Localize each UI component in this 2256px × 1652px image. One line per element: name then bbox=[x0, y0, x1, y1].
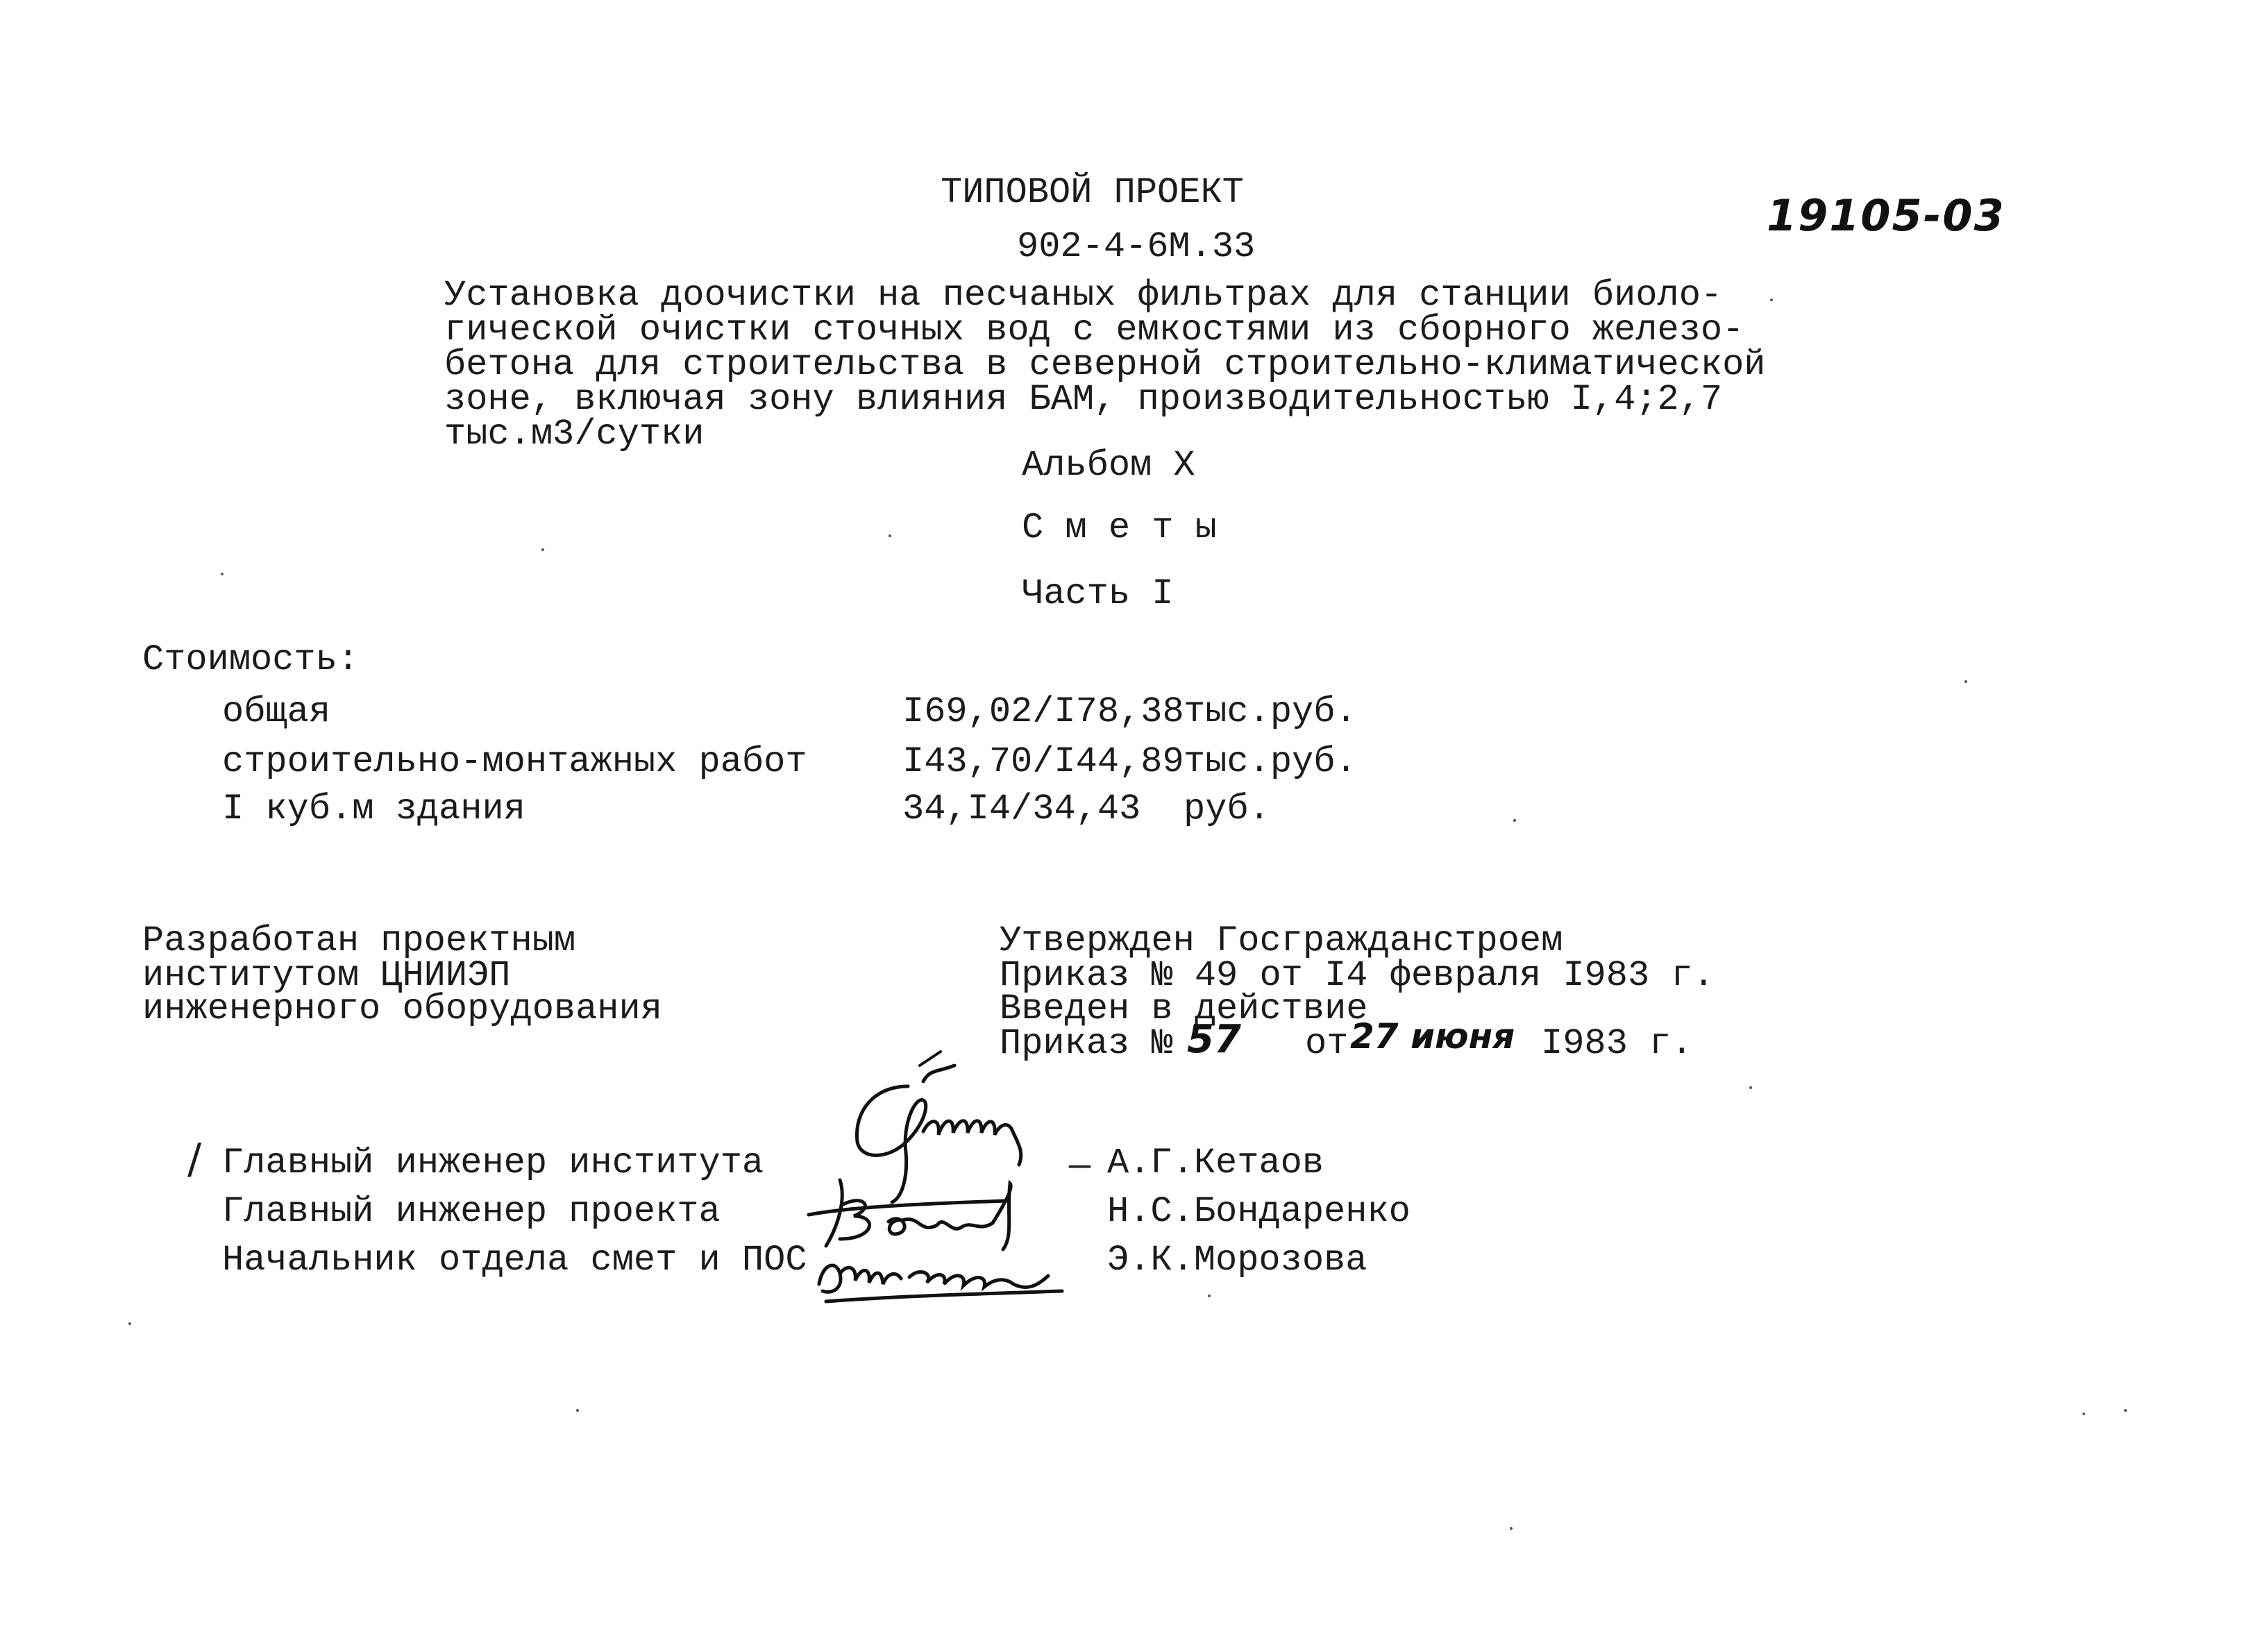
scan-speck bbox=[576, 1409, 579, 1412]
order-year: I983 г. bbox=[1541, 1023, 1693, 1064]
scan-speck bbox=[1770, 298, 1773, 301]
approval-line: Утвержден Госгражданстроем bbox=[1000, 920, 1563, 961]
cost-row-value: I43,70/I44,89 bbox=[902, 741, 1184, 782]
scan-speck bbox=[2082, 1413, 2085, 1415]
cost-row-value: I69,02/I78,38 bbox=[902, 691, 1184, 732]
cost-row-unit: руб. bbox=[1184, 789, 1270, 829]
cost-heading: Стоимость: bbox=[142, 639, 360, 680]
scan-speck bbox=[128, 1322, 131, 1325]
order-prefix: Приказ № bbox=[1000, 1023, 1173, 1064]
developer-line: инженерного оборудования bbox=[142, 988, 662, 1029]
signatory-name: А.Г.Кетаов bbox=[1107, 1143, 1324, 1183]
order-date-handwritten: 27 июня bbox=[1350, 1016, 1515, 1056]
scan-speck bbox=[1513, 819, 1516, 822]
description-line: тыс.м3/сутки bbox=[444, 414, 705, 455]
scan-speck bbox=[889, 534, 891, 537]
developer-line: институтом ЦНИИЭП bbox=[142, 955, 511, 996]
signature-head-of-estimates bbox=[805, 1236, 1069, 1305]
tick-mark: / bbox=[187, 1135, 202, 1183]
dash: — bbox=[1069, 1146, 1091, 1187]
project-type-title: ТИПОВОЙ ПРОЕКТ bbox=[941, 172, 1244, 213]
scan-speck bbox=[221, 573, 224, 575]
scan-speck bbox=[1208, 1295, 1211, 1297]
archive-number: 19105-03 bbox=[1767, 190, 2005, 241]
signatory-position: Главный инженер проекта bbox=[222, 1191, 721, 1232]
cost-row-value: 34,I4/34,43 bbox=[902, 789, 1141, 829]
part-label: Часть I bbox=[1022, 573, 1174, 614]
signatory-position: Начальник отдела смет и ПОС bbox=[222, 1240, 807, 1281]
scan-speck bbox=[541, 548, 544, 551]
approval-line: Введен в действие bbox=[1000, 988, 1368, 1029]
developer-line: Разработан проектным bbox=[142, 920, 576, 961]
approval-line: Приказ № 49 от I4 февраля I983 г. bbox=[1000, 955, 1715, 996]
album-label: Альбом X bbox=[1022, 445, 1195, 486]
pen-mark bbox=[916, 1045, 958, 1072]
cost-row-label: I куб.м здания bbox=[222, 789, 525, 829]
section-title: С м е т ы bbox=[1022, 507, 1217, 548]
scan-speck bbox=[2124, 1409, 2127, 1412]
scan-speck bbox=[1749, 1086, 1752, 1089]
project-number: 902-4-6М.33 bbox=[1017, 226, 1256, 267]
scan-speck bbox=[1510, 1527, 1513, 1530]
scan-speck bbox=[1964, 680, 1967, 683]
description-line: Установка доочистки на песчаных фильтрах для станции биоло- bbox=[444, 275, 1723, 316]
cost-row-label: строительно-монтажных работ bbox=[222, 741, 807, 782]
cost-row-unit: тыс.руб. bbox=[1184, 691, 1357, 732]
signatory-name: Э.К.Морозова bbox=[1107, 1240, 1367, 1281]
signatory-name: Н.С.Бондаренко bbox=[1107, 1191, 1411, 1232]
cost-row-unit: тыс.руб. bbox=[1184, 741, 1357, 782]
signatory-position: Главный инженер института bbox=[222, 1143, 764, 1183]
cost-row-label: общая bbox=[222, 691, 331, 732]
order-from: от bbox=[1305, 1023, 1349, 1064]
order-number-handwritten: 57 bbox=[1187, 1017, 1241, 1062]
description-line: зоне, включая зону влияния БАМ, производительностью I,4;2,7 bbox=[444, 379, 1723, 420]
description-line: бетона для строительства в северной строительно-климатической bbox=[444, 344, 1766, 385]
description-line: гической очистки сточных вод с емкостями из сборного железо- bbox=[444, 310, 1744, 351]
